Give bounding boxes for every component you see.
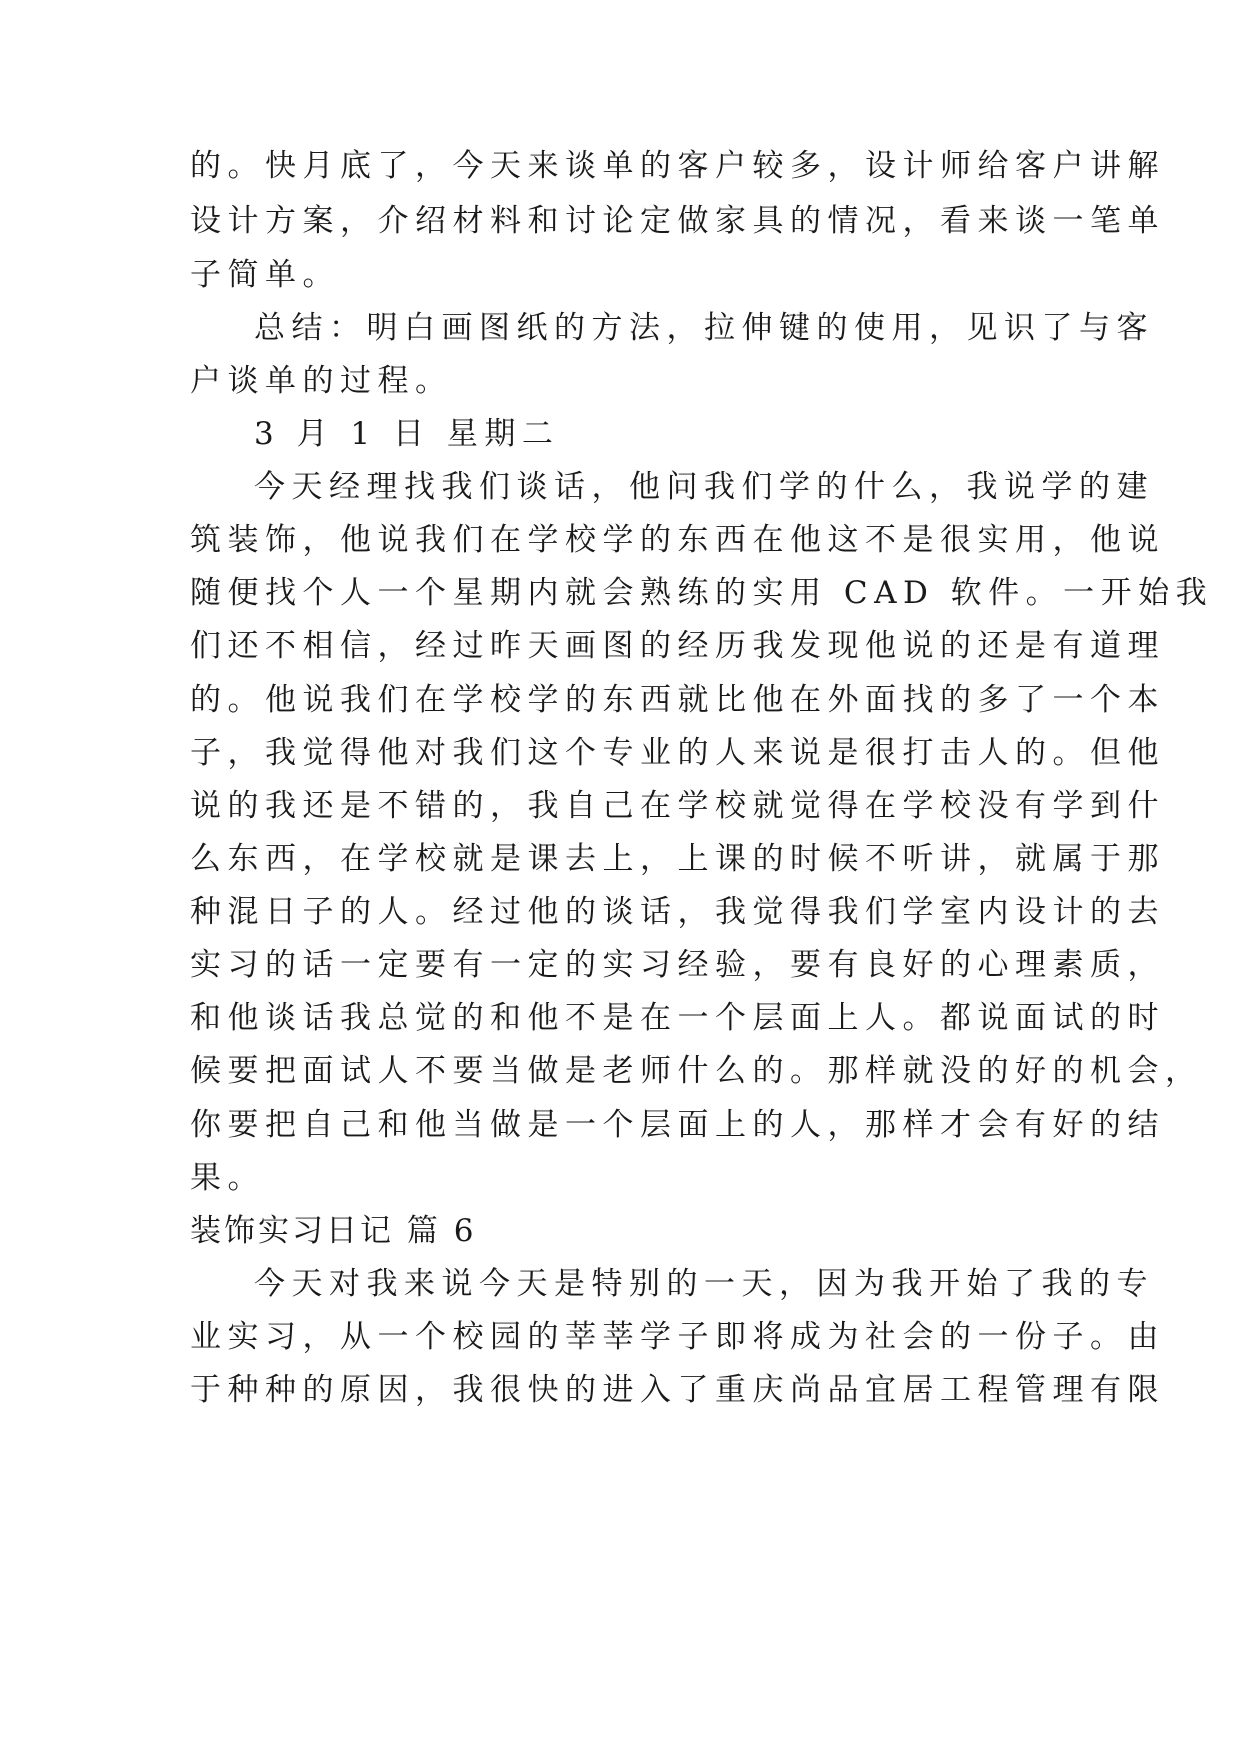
text-line: 的。快月底了，今天来谈单的客户较多，设计师给客户讲解: [190, 148, 1165, 184]
text-line: 果。: [190, 1160, 265, 1196]
text-line: 子简单。: [190, 257, 340, 293]
paragraph-start: 今天经理找我们谈话，他问我们学的什么，我说学的建: [254, 469, 1154, 505]
text-line: 你要把自己和他当做是一个层面上的人，那样才会有好的结: [190, 1107, 1165, 1143]
text-line: 筑装饰，他说我们在学校学的东西在他这不是很实用，他说: [190, 522, 1165, 558]
text-line: 于种种的原因，我很快的进入了重庆尚品宜居工程管理有限: [190, 1372, 1165, 1408]
text-line: 和他谈话我总觉的和他不是在一个层面上人。都说面试的时: [190, 1000, 1165, 1036]
paragraph-start: 总结：明白画图纸的方法，拉伸键的使用，见识了与客: [254, 310, 1154, 346]
text-line: 实习的话一定要有一定的实习经验，要有良好的心理素质，: [190, 947, 1165, 983]
text-line: 设计方案，介绍材料和讨论定做家具的情况，看来谈一笔单: [190, 203, 1165, 239]
section-heading: 装饰实习日记 篇 6: [190, 1213, 477, 1249]
text-line: 的。他说我们在学校学的东西就比他在外面找的多了一个本: [190, 682, 1165, 718]
text-line: 业实习，从一个校园的莘莘学子即将成为社会的一份子。由: [190, 1319, 1165, 1355]
text-line: 种混日子的人。经过他的谈话，我觉得我们学室内设计的去: [190, 894, 1165, 930]
diary-date: 3 月 1 日 星期二: [254, 416, 560, 452]
text-line: 子，我觉得他对我们这个专业的人来说是很打击人的。但他: [190, 735, 1165, 771]
text-line: 么东西，在学校就是课去上，上课的时候不听讲，就属于那: [190, 841, 1165, 877]
text-line: 们还不相信，经过昨天画图的经历我发现他说的还是有道理: [190, 628, 1165, 664]
text-line: 随便找个人一个星期内就会熟练的实用 CAD 软件。一开始我: [190, 575, 1214, 611]
text-line: 户谈单的过程。: [190, 363, 453, 399]
paragraph-start: 今天对我来说今天是特别的一天，因为我开始了我的专: [254, 1266, 1154, 1302]
text-line: 说的我还是不错的，我自己在学校就觉得在学校没有学到什: [190, 788, 1165, 824]
text-line: 候要把面试人不要当做是老师什么的。那样就没的好的机会，: [190, 1053, 1203, 1089]
